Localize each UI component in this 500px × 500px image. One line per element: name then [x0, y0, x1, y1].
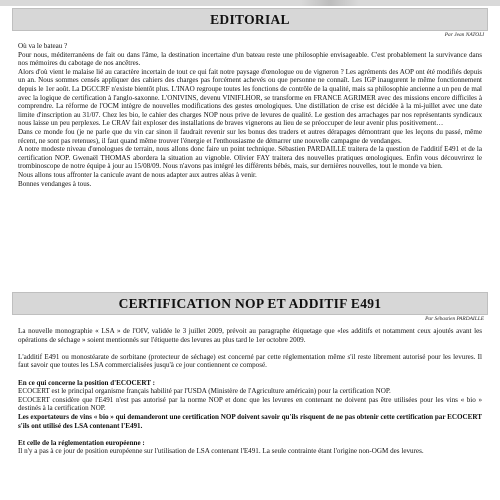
certification-paragraph: ECOCERT considère que l'E491 n'est pas autorisé par la norme NOP et donc que les levures en contenant ne doivent pas être utilisées pour les vins « bio » destinés à la certification NOP.	[18, 395, 482, 413]
ecocert-warning: Les exportateurs de vins « bio » qui demanderont une certification NOP doivent savoir qu'ils risquent de ne pas obtenir cette certification par ECOCERT s'ils ont utilisé des LSA contenant l'E491.	[18, 412, 482, 430]
editorial-paragraph: Dans ce monde fou (je ne parle que du vin car sinon il faudrait revenir sur les bonus des traders et autres dérapages démontrant que les leçons du passé, même récent, ne sont pas retenues), il faut quand même trouver l'énergie et l'enthousiasme de démarrer une nouvelle campagne de vendanges.	[18, 127, 482, 145]
top-edge-strip	[0, 0, 500, 6]
editorial-section	[12, 8, 488, 188]
certification-byline: Par Sébastien PARDAILLE	[425, 316, 484, 322]
certification-section	[12, 292, 488, 456]
certification-paragraph: ECOCERT est le principal organisme français habilité par l'USDA (Ministère de l'Agriculture américain) pour la certification NOP.	[18, 387, 391, 396]
editorial-paragraph: Pour nous, méditerranéens de fait ou dans l'âme, la destination incertaine d'un bateau reste une philosophie envisageable. C'est probablement la survivance dans nos mémoires du cabotage de nos ancêtres.	[18, 50, 482, 68]
top-edge-smudge	[300, 0, 360, 6]
editorial-paragraph: Alors d'où vient le malaise lié au caractère incertain de tout ce qui fait notre paysage d'œnologue ou de vigneron ? Les agréments des AOP ont été modifiés depuis un an. Nous sommes censés appliquer des cahiers des charges pas forcément achevés ou que personne ne connaît. Les IGP inaugurent le même fonctionnement depuis le 1er août. La DGCCRF n'existe bientôt plus. L'INAO regroupe toutes les fonctions de contrôle de la qualité, mais sa philosophie ancienne a un peu de mal avec la logique de certification à l'anglo-saxonne. L'ONIVINS, devenu VINIFLHOR, se transforme en FRANCE AGRIMER avec des missions encore difficiles à comprendre. La réforme de l'OCM intègre de nouvelles modifications des gestes œnologiques. Une distillation de crise est décidée à la mi-juillet avec une date limite d'inscription au 31/07. Chez les bio, le cahier des charges NOP nous prive de levures de qualité. Le gestion des arrachages par nos représentants syndicaux nous laisse un peu perplexes. Le CRAV fait exploser des installations de braves vignerons au lieu de se préoccuper de leur avenir plus positivement…	[18, 67, 482, 128]
editorial-paragraph: Nous allons tous affronter la canicule avant de nous adapter aux autres aléas à venir.	[18, 170, 257, 179]
editorial-paragraph: Bonnes vendanges à tous.	[18, 179, 92, 188]
certification-paragraph: La nouvelle monographie « LSA » de l'OIV, validée le 3 juillet 2009, prévoit au paragraphe étiquetage que «les additifs et notamment ceux ajoutés avant les opérations de séchage » soient mentionnés sur l'étiquette des levures au plus tard le 1er octobre 2009.	[18, 327, 482, 344]
certification-title: CERTIFICATION NOP ET ADDITIF E491	[12, 292, 488, 315]
certification-paragraph: Il n'y a pas à ce jour de position européenne sur l'utilisation de LSA contenant l'E491. La seule contrainte étant l'origine non-OGM des levures.	[18, 447, 424, 456]
editorial-title: EDITORIAL	[12, 8, 488, 31]
editorial-body	[12, 42, 488, 188]
editorial-paragraph: A notre modeste niveau d'œnologues de terrain, nous allons donc faire un point technique. Sébastien PARDAILLE traitera de la question de l'additif E491 et de la certification NOP. Gwenaël THOMAS abordera la situation au vignoble. Olivier FAY traitera des nouvelles pratiques œnologiques. Enfin vous découvrirez le trombinoscope de notre équipe à jour au 15/08/09. Nous n'avons pas intégré les différents bébés, mais, sur dernières nouvelles, tout le monde va bien.	[18, 145, 482, 171]
certification-paragraph: L'additif E491 ou monostéarate de sorbitane (protecteur de séchage) est concerné par cette réglementation même s'il reste librement autorisé pour les levures. Il faut savoir que toutes les LSA commercialisées jusqu'à ce jour contiennent ce composé.	[18, 352, 482, 370]
editorial-paragraph: Où va le bateau ?	[18, 42, 68, 50]
eu-heading: Et celle de la réglementation européenne :	[18, 438, 145, 447]
certification-body	[12, 327, 488, 456]
ecocert-heading: En ce qui concerne la position d'ECOCERT :	[18, 378, 155, 387]
editorial-byline: Par Jean NATOLI	[444, 32, 484, 38]
